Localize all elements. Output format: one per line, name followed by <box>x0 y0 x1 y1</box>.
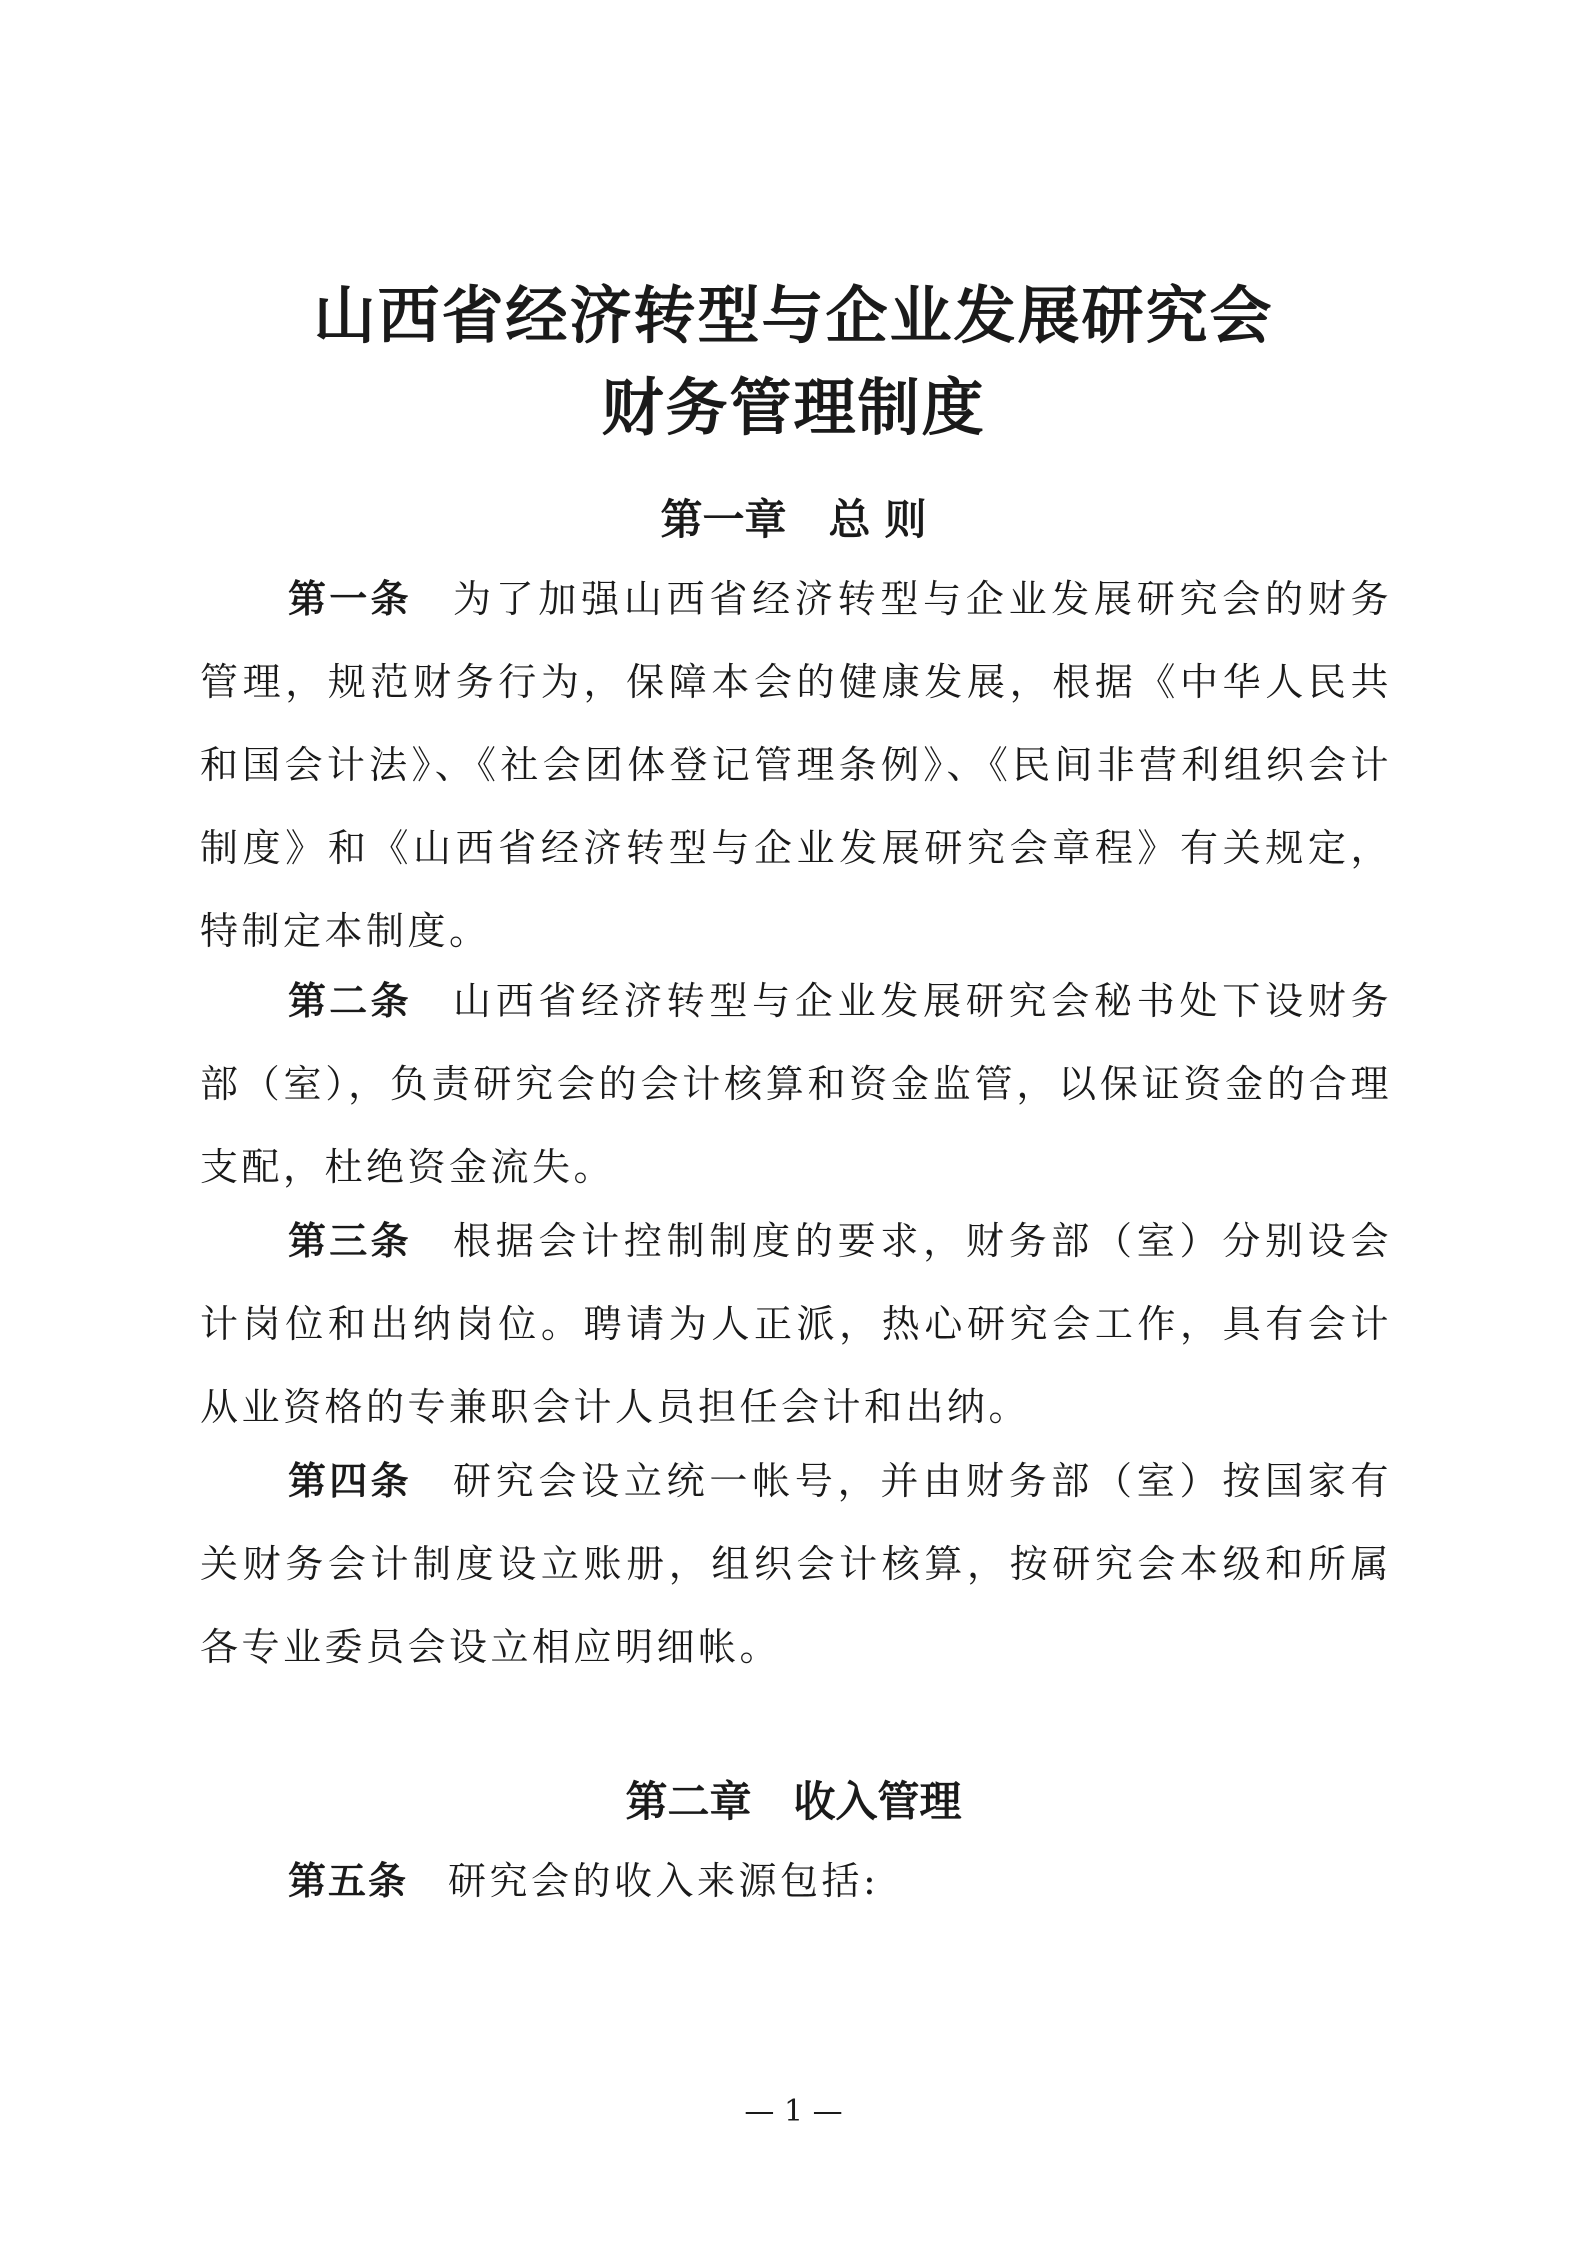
article-4-text: 研究会设立统一帐号，并由财务部（室）按国家有关财务会计制度设立账册，组织会计核算，按研究会本级和所属各专业委员会设立相应明细帐。 <box>200 1459 1392 1669</box>
article-5 <box>200 1840 1392 1923</box>
article-2-label: 第二条 <box>288 979 412 1023</box>
chapter-1-heading <box>0 490 1587 550</box>
article-5-text: 研究会的收入来源包括: <box>448 1859 880 1903</box>
article-2-text: 山西省经济转型与企业发展研究会秘书处下设财务部（室），负责研究会的会计核算和资金监管，以保证资金的合理支配，杜绝资金流失。 <box>200 979 1392 1189</box>
chapter-1-name-part2: 则 <box>884 495 927 544</box>
title-line-1: 山西省经济转型与企业发展研究会 <box>313 279 1274 352</box>
article-4-label: 第四条 <box>288 1459 412 1503</box>
article-1-text: 为了加强山西省经济转型与企业发展研究会的财务管理，规范财务行为，保障本会的健康发展，根据《中华人民共和国会计法》、《社会团体登记管理条例》、《民间非营利组织会计制度》和《山西省经济转型与企业发展研究会章程》有关规定，特制定本制度。 <box>200 577 1392 953</box>
article-1 <box>200 558 1392 973</box>
article-3-label: 第三条 <box>288 1219 412 1263</box>
article-4 <box>200 1440 1392 1689</box>
document-title <box>0 270 1587 454</box>
chapter-1-number: 第一章 <box>660 495 787 544</box>
chapter-1-name-part1: 总 <box>828 495 871 544</box>
chapter-2-name: 收入管理 <box>793 1777 962 1826</box>
chapter-2-number: 第二章 <box>625 1777 752 1826</box>
page-number: — 1 — <box>744 2094 843 2129</box>
article-5-label: 第五条 <box>288 1859 409 1903</box>
title-line-2: 财务管理制度 <box>601 371 986 444</box>
article-3-text: 根据会计控制制度的要求，财务部（室）分别设会计岗位和出纳岗位。聘请为人正派，热心研究会工作，具有会计从业资格的专兼职会计人员担任会计和出纳。 <box>200 1219 1392 1429</box>
chapter-2-heading <box>0 1772 1587 1832</box>
article-3 <box>200 1200 1392 1449</box>
article-1-label: 第一条 <box>288 577 412 621</box>
article-2 <box>200 960 1392 1209</box>
